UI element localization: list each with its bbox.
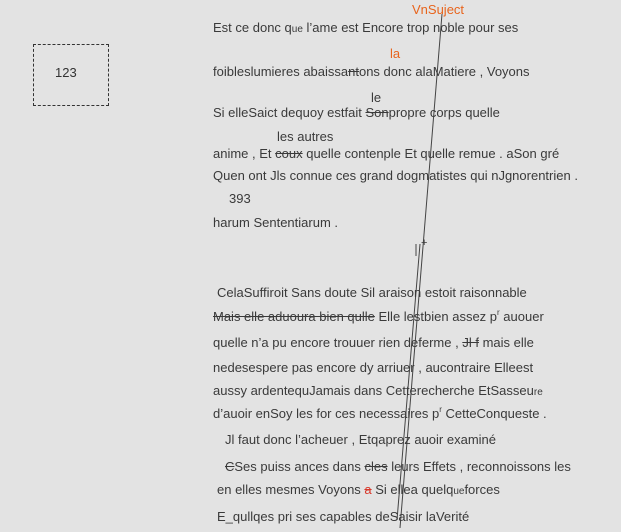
insertion-vnsuject: VnSuject [412,2,465,17]
insertion-393: 393 [229,191,251,206]
text-line-16: E_qullqes pri ses capables deSaisir laVerité [217,509,470,524]
text-line-3: Si elleSaict dequoy estfait Sonpropre corps quelle [213,105,500,120]
insertion-les-autres: les autres [277,129,334,144]
text-line-2: foibleslumieres abaissantons donc alaMatiere , Voyons [213,64,530,79]
text-line-9: quelle n’a pu encore trouuer rien deferme , Jl f mais elle [213,335,534,350]
text-line-14: CSes puiss ances dans cles leurs Effets , reconnoissons les [225,459,571,474]
page-number: 123 [55,65,77,80]
insertion-plus: + [421,237,428,249]
text-line-6: harum Sententiarum . [213,215,339,230]
text-line-11: aussy ardentequJamais dans Cetterecherche EtSasseure [213,383,543,398]
text-line-10: nedesespere pas encore dy arriuer , aucontraire Elleest [213,360,534,375]
text-line-5: Quen ont Jls connue ces grand dogmatistes qui nJgnorentrien . [213,168,578,183]
text-line-1: Est ce donc que l’ame est Encore trop noble pour ses [213,20,519,35]
text-line-4: anime , Et coux quelle contenple Et quelle remue . aSon gré [213,146,560,161]
text-line-7: CelaSuffiroit Sans doute Sil araison estoit raisonnable [217,285,527,300]
insertion-la: la [390,46,401,61]
text-line-15: en elles mesmes Voyons a Si ellea quelqueforces [217,482,500,497]
long-vertical-stroke [400,14,442,528]
text-line-12: d’auoir enSoy les for ces necessaires $p^r$ CetteConqueste . [213,405,547,421]
text-line-8: Mais elle aduoura bien qulle Elle lestbien assez $p^r$ auouer [213,308,544,324]
insertion-le: le [371,90,382,105]
text-line-13: Jl faut donc l’acheuer , Etqaprez auoir examiné [225,432,497,447]
